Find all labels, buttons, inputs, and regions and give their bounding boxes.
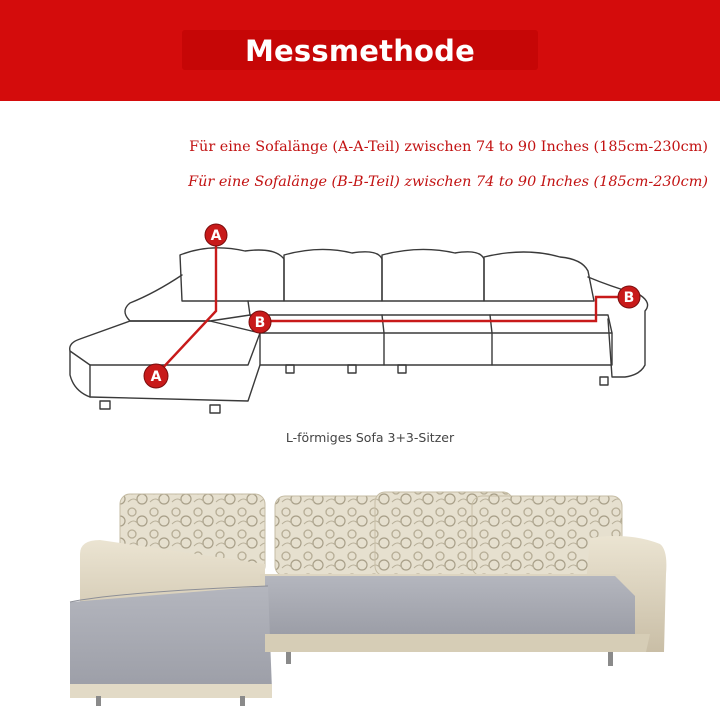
instruction-a-a: Für eine Sofalänge (A-A-Teil) zwischen 74 to 90 Inches (185cm-230cm) [189, 139, 708, 155]
svg-text:A: A [210, 228, 222, 244]
back-cushion-3 [382, 249, 484, 301]
sofa-measurement-diagram [60, 215, 660, 440]
main-seat-cover [265, 576, 635, 634]
marker-b-left [249, 311, 271, 333]
chaise [70, 321, 260, 365]
page-title: Messmethode [245, 33, 475, 68]
back-cushion-1 [180, 248, 284, 301]
marker-a-bottom [144, 364, 168, 388]
instruction-b-b: Für eine Sofalänge (B-B-Teil) zwischen 74 to 90 Inches (185cm-230cm) [188, 174, 708, 190]
back-cushion-4 [484, 252, 594, 301]
marker-a-top [205, 224, 227, 246]
measure-line-a [158, 237, 216, 373]
main-base [260, 333, 612, 365]
marker-b-right [618, 286, 640, 308]
svg-text:A: A [150, 369, 162, 385]
chaise-cover [70, 586, 272, 690]
header-banner [0, 0, 720, 101]
svg-text:B: B [254, 315, 266, 331]
diagram-caption: L-förmiges Sofa 3+3-Sitzer [285, 430, 455, 445]
sofa-photo [60, 484, 680, 706]
svg-text:B: B [623, 290, 635, 306]
seat-row [250, 315, 612, 333]
left-arm [125, 275, 250, 321]
back-cushion-2 [284, 249, 382, 301]
